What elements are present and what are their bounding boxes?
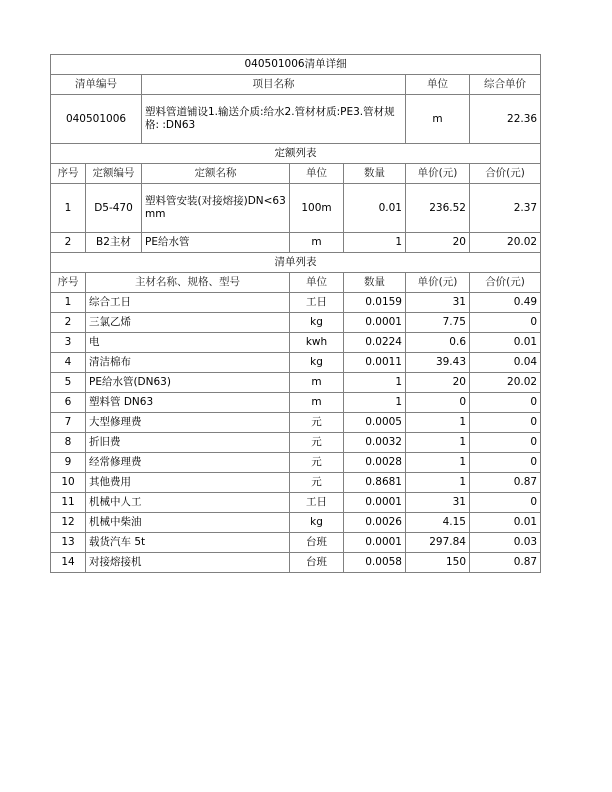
list-unit: 元 xyxy=(290,453,344,473)
quota-section-title: 定额列表 xyxy=(51,144,541,164)
list-qty-header: 数量 xyxy=(344,273,406,293)
list-unit: 台班 xyxy=(290,533,344,553)
sheet-title: 040501006清单详细 xyxy=(51,55,541,75)
list-unit: 元 xyxy=(290,413,344,433)
list-seq: 13 xyxy=(51,533,86,553)
bill-code-header: 清单编号 xyxy=(51,75,142,95)
quota-code: B2主材 xyxy=(86,233,142,253)
list-total: 0 xyxy=(470,393,541,413)
list-unit-price: 150 xyxy=(406,553,470,573)
quota-code: D5-470 xyxy=(86,184,142,233)
bill-detail-table xyxy=(50,54,541,573)
list-unit-price: 31 xyxy=(406,493,470,513)
quota-total: 20.02 xyxy=(470,233,541,253)
list-seq: 14 xyxy=(51,553,86,573)
quota-seq-header: 序号 xyxy=(51,164,86,184)
list-name: 折旧费 xyxy=(86,433,290,453)
list-unit-price: 4.15 xyxy=(406,513,470,533)
quota-unit-price: 236.52 xyxy=(406,184,470,233)
bill-name-header: 项目名称 xyxy=(142,75,406,95)
list-unit-price: 20 xyxy=(406,373,470,393)
list-seq: 5 xyxy=(51,373,86,393)
list-item xyxy=(51,413,541,433)
list-qty: 0.0058 xyxy=(344,553,406,573)
list-total: 0 xyxy=(470,413,541,433)
list-item xyxy=(51,493,541,513)
list-item xyxy=(51,533,541,553)
list-unit-price: 31 xyxy=(406,293,470,313)
list-seq: 9 xyxy=(51,453,86,473)
bill-price: 22.36 xyxy=(470,95,541,144)
list-name-header: 主材名称、规格、型号 xyxy=(86,273,290,293)
list-total: 0 xyxy=(470,453,541,473)
list-item xyxy=(51,433,541,453)
quota-name: 塑料管安装(对接熔接)DN<63mm xyxy=(142,184,290,233)
list-total: 0.03 xyxy=(470,533,541,553)
list-item xyxy=(51,473,541,493)
list-unit: m xyxy=(290,393,344,413)
quota-name-header: 定额名称 xyxy=(142,164,290,184)
quota-unit-price: 20 xyxy=(406,233,470,253)
quota-unit-price-header: 单价(元) xyxy=(406,164,470,184)
list-name: 清洁棉布 xyxy=(86,353,290,373)
list-name: 综合工日 xyxy=(86,293,290,313)
list-unit: m xyxy=(290,373,344,393)
list-seq: 8 xyxy=(51,433,86,453)
list-unit: 元 xyxy=(290,473,344,493)
list-total: 0.04 xyxy=(470,353,541,373)
list-unit: 工日 xyxy=(290,293,344,313)
list-unit-price: 1 xyxy=(406,473,470,493)
list-item xyxy=(51,393,541,413)
list-seq: 4 xyxy=(51,353,86,373)
bill-detail-sheet xyxy=(50,54,540,573)
list-seq: 6 xyxy=(51,393,86,413)
quota-seq: 1 xyxy=(51,184,86,233)
list-total: 0.01 xyxy=(470,333,541,353)
list-seq: 3 xyxy=(51,333,86,353)
list-qty: 0.0159 xyxy=(344,293,406,313)
bill-unit: m xyxy=(406,95,470,144)
list-total-header: 合价(元) xyxy=(470,273,541,293)
quota-seq: 2 xyxy=(51,233,86,253)
list-seq: 10 xyxy=(51,473,86,493)
list-unit-price: 7.75 xyxy=(406,313,470,333)
list-name: 机械中柴油 xyxy=(86,513,290,533)
list-total: 0.87 xyxy=(470,553,541,573)
quota-name: PE给水管 xyxy=(142,233,290,253)
list-qty: 1 xyxy=(344,393,406,413)
list-qty: 0.0028 xyxy=(344,453,406,473)
list-unit: kwh xyxy=(290,333,344,353)
quota-qty: 1 xyxy=(344,233,406,253)
list-item xyxy=(51,453,541,473)
list-seq-header: 序号 xyxy=(51,273,86,293)
list-total: 0 xyxy=(470,313,541,333)
list-item xyxy=(51,373,541,393)
quota-total: 2.37 xyxy=(470,184,541,233)
quota-unit: m xyxy=(290,233,344,253)
list-unit: kg xyxy=(290,353,344,373)
list-name: 塑料管 DN63 xyxy=(86,393,290,413)
list-qty: 0.0001 xyxy=(344,533,406,553)
list-total: 0.87 xyxy=(470,473,541,493)
list-item xyxy=(51,293,541,313)
list-name: PE给水管(DN63) xyxy=(86,373,290,393)
list-total: 20.02 xyxy=(470,373,541,393)
list-unit-header: 单位 xyxy=(290,273,344,293)
list-name: 对接熔接机 xyxy=(86,553,290,573)
list-name: 三氯乙烯 xyxy=(86,313,290,333)
list-name: 经常修理费 xyxy=(86,453,290,473)
list-section-title: 清单列表 xyxy=(51,253,541,273)
quota-qty: 0.01 xyxy=(344,184,406,233)
quota-unit-header: 单位 xyxy=(290,164,344,184)
list-unit-price: 39.43 xyxy=(406,353,470,373)
bill-unit-header: 单位 xyxy=(406,75,470,95)
quota-unit: 100m xyxy=(290,184,344,233)
quota-code-header: 定额编号 xyxy=(86,164,142,184)
list-unit-price: 0.6 xyxy=(406,333,470,353)
list-seq: 11 xyxy=(51,493,86,513)
list-qty: 0.0001 xyxy=(344,313,406,333)
list-seq: 7 xyxy=(51,413,86,433)
bill-name: 塑料管道铺设1.输送介质:给水2.管材材质:PE3.管材规格: :DN63 xyxy=(142,95,406,144)
list-item xyxy=(51,353,541,373)
list-qty: 0.0032 xyxy=(344,433,406,453)
list-item xyxy=(51,513,541,533)
list-unit: kg xyxy=(290,513,344,533)
list-unit-price: 1 xyxy=(406,433,470,453)
list-unit-price: 1 xyxy=(406,453,470,473)
list-unit: kg xyxy=(290,313,344,333)
list-item xyxy=(51,333,541,353)
list-total: 0.01 xyxy=(470,513,541,533)
list-name: 机械中人工 xyxy=(86,493,290,513)
list-unit-price: 0 xyxy=(406,393,470,413)
list-qty: 1 xyxy=(344,373,406,393)
quota-total-header: 合价(元) xyxy=(470,164,541,184)
list-unit-price: 297.84 xyxy=(406,533,470,553)
list-name: 载货汽车 5t xyxy=(86,533,290,553)
list-unit: 台班 xyxy=(290,553,344,573)
list-qty: 0.0224 xyxy=(344,333,406,353)
list-total: 0.49 xyxy=(470,293,541,313)
list-name: 其他费用 xyxy=(86,473,290,493)
list-qty: 0.0005 xyxy=(344,413,406,433)
list-qty: 0.8681 xyxy=(344,473,406,493)
list-qty: 0.0011 xyxy=(344,353,406,373)
bill-code: 040501006 xyxy=(51,95,142,144)
list-unit: 元 xyxy=(290,433,344,453)
list-item xyxy=(51,313,541,333)
bill-price-header: 综合单价 xyxy=(470,75,541,95)
quota-qty-header: 数量 xyxy=(344,164,406,184)
list-total: 0 xyxy=(470,493,541,513)
list-unit-price-header: 单价(元) xyxy=(406,273,470,293)
quota-row xyxy=(51,233,541,253)
quota-row xyxy=(51,184,541,233)
list-qty: 0.0026 xyxy=(344,513,406,533)
list-item xyxy=(51,553,541,573)
list-unit: 工日 xyxy=(290,493,344,513)
list-seq: 1 xyxy=(51,293,86,313)
list-unit-price: 1 xyxy=(406,413,470,433)
list-name: 大型修理费 xyxy=(86,413,290,433)
list-qty: 0.0001 xyxy=(344,493,406,513)
list-total: 0 xyxy=(470,433,541,453)
list-seq: 12 xyxy=(51,513,86,533)
list-name: 电 xyxy=(86,333,290,353)
list-seq: 2 xyxy=(51,313,86,333)
